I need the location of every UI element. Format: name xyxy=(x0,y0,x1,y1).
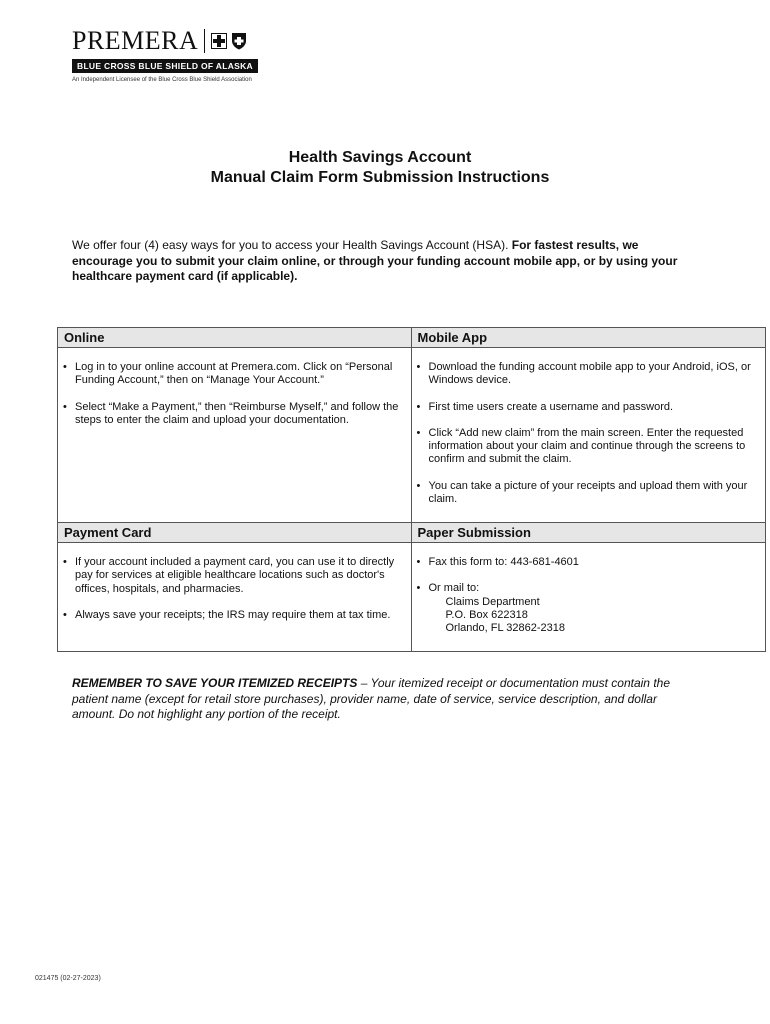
list-item: • If your account included a payment card, you can use it to directly pay for services at eligible healthcare locations such as doctor's offices, hospitals, and pharmacies. xyxy=(62,556,399,596)
brand-wordmark: PREMERA xyxy=(72,26,199,55)
brand-tagline: An Independent Licensee of the Blue Cross Blue Shield Association xyxy=(72,77,252,83)
list-item: • Download the funding account mobile app to your Android, iOS, or Windows device. xyxy=(416,361,754,388)
fax-item: • Fax this form to: 443-681-4601 xyxy=(416,556,754,569)
table-row xyxy=(58,522,765,651)
page-title xyxy=(0,148,760,188)
paper-list xyxy=(416,556,754,635)
options-table xyxy=(57,327,766,652)
title-line-1: Health Savings Account xyxy=(288,149,472,166)
payment-card-heading: Payment Card xyxy=(58,522,411,543)
list-item: • First time users create a username and password. xyxy=(416,401,754,414)
intro-paragraph xyxy=(72,238,692,285)
payment-card-section xyxy=(58,522,412,651)
online-section xyxy=(58,328,412,522)
payment-card-list xyxy=(62,556,399,622)
address-line: P.O. Box 622318 xyxy=(445,608,528,621)
reminder-bold-text: REMEMBER TO SAVE YOUR ITEMIZED RECEIPTS xyxy=(72,676,358,690)
list-item: • Click “Add new claim” from the main screen. Enter the requested information about your claim and continue through the screens to confirm and submit the claim. xyxy=(416,427,754,467)
address-line: Claims Department xyxy=(445,595,540,608)
intro-text: We offer four (4) easy ways for you to access your Health Savings Account (HSA). xyxy=(72,238,512,252)
premera-logo xyxy=(72,26,262,83)
online-list xyxy=(62,361,399,427)
paper-submission-heading: Paper Submission xyxy=(412,522,766,543)
receipt-reminder xyxy=(72,676,702,723)
blue-shield-icon xyxy=(231,32,247,50)
address-line: Orlando, FL 32862-2318 xyxy=(445,622,565,635)
paper-submission-section xyxy=(412,522,766,651)
table-row xyxy=(58,328,765,522)
intro-bold-text: For fastest results, we encourage you to submit your claim online, or through your funding account mobile app, or by using your healthcare payment card (if applicable). xyxy=(72,238,678,283)
brand-bar: BLUE CROSS BLUE SHIELD OF ALASKA xyxy=(72,59,258,73)
form-code: 021475 (02-27-2023) xyxy=(35,975,101,982)
mail-item xyxy=(416,582,754,635)
mobile-list xyxy=(416,361,754,506)
online-heading: Online xyxy=(58,328,411,348)
logo-divider xyxy=(204,29,205,53)
mobile-heading: Mobile App xyxy=(412,328,766,348)
mail-label: Or mail to: xyxy=(428,582,480,595)
mobile-section xyxy=(412,328,766,522)
list-item: • Always save your receipts; the IRS may require them at tax time. xyxy=(62,609,399,622)
reminder-text: – Your itemized receipt or documentation must contain the patient name (except for retail store purchases), provider name, date of service, service description, and dollar amount. Do not highlight any portion of the receipt. xyxy=(72,676,670,721)
list-item: • Select “Make a Payment,” then “Reimburse Myself,” and follow the steps to enter the claim and upload your documentation. xyxy=(62,401,399,428)
list-item: • You can take a picture of your receipts and upload them with your claim. xyxy=(416,480,754,507)
title-line-2: Manual Claim Form Submission Instructions xyxy=(210,169,550,186)
list-item: • Log in to your online account at Premera.com. Click on “Personal Funding Account,” then on “Manage Your Account.” xyxy=(62,361,399,388)
blue-cross-icon xyxy=(211,33,227,49)
